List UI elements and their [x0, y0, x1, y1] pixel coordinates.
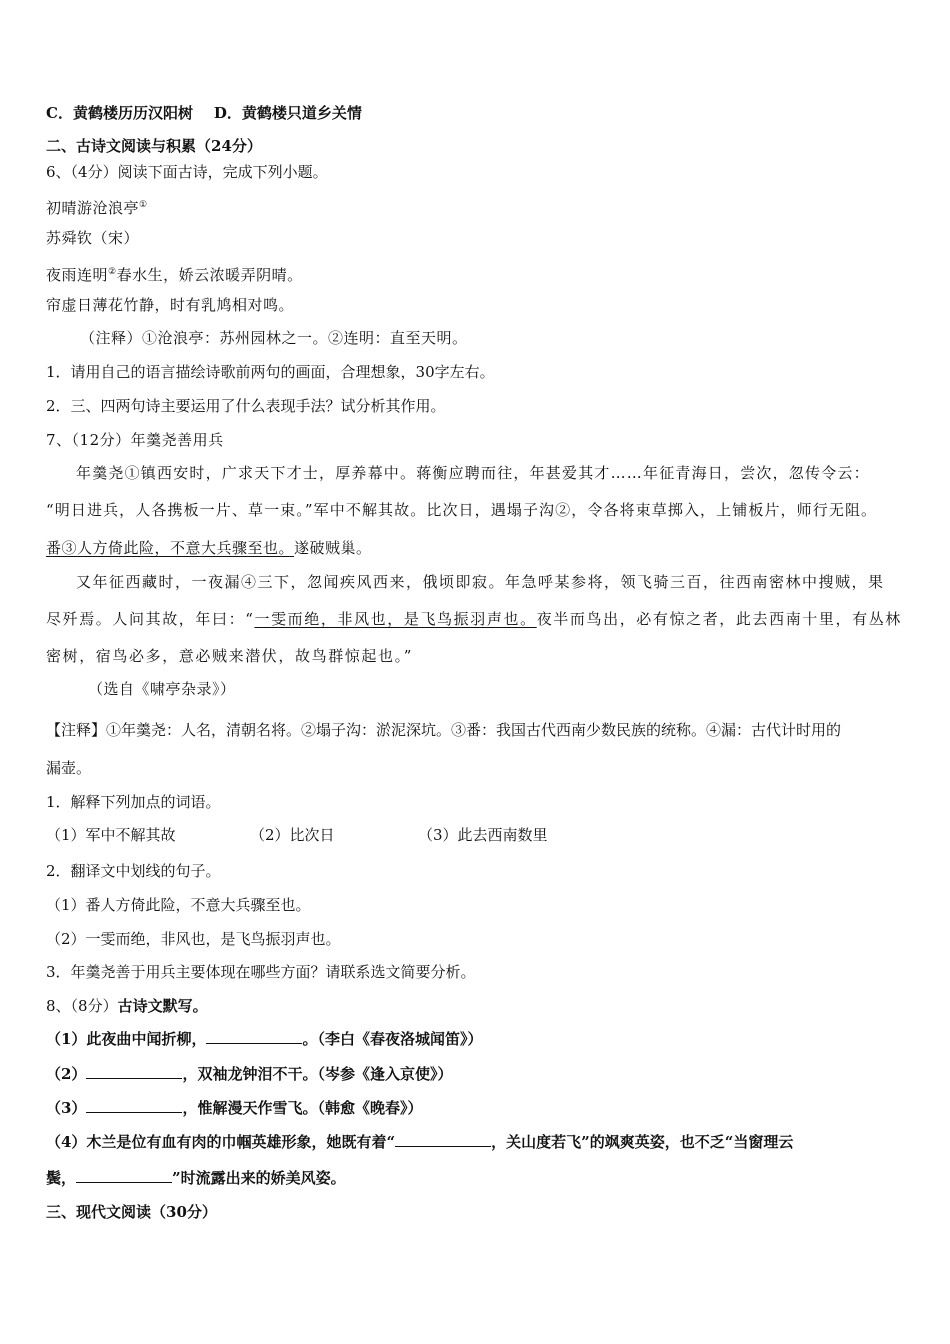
- answer-blank[interactable]: [86, 1064, 182, 1079]
- q7-stem: 7、（12分）年羹尧善用兵: [46, 431, 224, 449]
- answer-blank[interactable]: [76, 1168, 172, 1183]
- poem-line-1-part-b: 春水生，娇云浓暖弄阴晴。: [116, 266, 303, 284]
- q7-p1-line-3: [46, 538, 372, 558]
- q7-p2-line-3: 密树，宿鸟必多，意必贼来潜伏，故鸟群惊起也。”: [46, 647, 413, 665]
- poem-line-1: [46, 262, 303, 285]
- q7-p2-line-2-part-b: 夜半而鸟出，必有惊之者，此去西南十里，有丛林: [536, 610, 902, 628]
- option-d: D．黄鹤楼只道乡关情: [213, 104, 362, 122]
- underlined-sentence-1: 番③人方倚此险，不意大兵骤至也。: [46, 539, 295, 557]
- underlined-sentence-2: 一雯而绝，非风也，是飞鸟振羽声也。: [254, 610, 537, 628]
- q7-sub-1-item-1: （1）军中不解其故: [46, 826, 176, 844]
- q7-sub-1: 1．解释下列加点的词语。: [46, 793, 221, 811]
- q7-p1-line-1: 年羹尧①镇西安时，广求天下才士，厚养幕中。蒋衡应聘而往，年甚爱其才……年征青海日，尝次，忽传令云：: [76, 464, 870, 482]
- q7-sub-1-item-2: （2）比次日: [250, 826, 335, 844]
- answer-blank[interactable]: [206, 1029, 302, 1044]
- option-c: C．黄鹤楼历历汉阳树: [46, 104, 193, 122]
- q7-p2-line-2: [46, 609, 902, 629]
- section-2-title: 二、古诗文阅读与积累（24分）: [46, 137, 262, 155]
- q8-item-4-line-2: [46, 1168, 346, 1188]
- q6-sub-1: 1．请用自己的语言描绘诗歌前两句的画面，合理想象，30字左右。: [46, 363, 495, 381]
- q8-item-3: [46, 1098, 422, 1118]
- q6-sub-2: 2．三、四两句诗主要运用了什么表现手法？试分析其作用。: [46, 397, 446, 415]
- q8-item-1-part-a: （1）此夜曲中闻折柳，: [46, 1030, 207, 1048]
- q7-p1-line-3-rest: 遂破贼巢。: [294, 539, 372, 557]
- q8-stem-prefix: 8、（8分）: [46, 997, 118, 1015]
- q8-item-3-part-a: （3）: [46, 1099, 87, 1117]
- q8-item-4-part-d: ”时流露出来的娇美风姿。: [172, 1169, 346, 1187]
- poem-line-1-part-a: 夜雨连明: [46, 266, 109, 284]
- poem-title-text: 初晴游沧浪亭: [46, 199, 140, 217]
- q8-item-4-part-c: 鬓，: [46, 1169, 77, 1187]
- q7-note-line-2: 漏壶。: [46, 759, 92, 777]
- q6-stem: 6、（4分）阅读下面古诗，完成下列小题。: [46, 163, 328, 181]
- q7-sub-2-item-2: （2）一雯而绝，非风也，是飞鸟振羽声也。: [46, 930, 341, 948]
- q8-stem: [46, 996, 208, 1016]
- q8-item-2: [46, 1064, 452, 1084]
- q7-p2-line-1: 又年征西藏时，一夜漏④三下，忽闻疾风西来，俄顷即寂。年急呼某参将，领飞骑三百，往西南密林中搜贼，果: [76, 573, 885, 591]
- q8-item-3-part-b: ，惟解漫天作雪飞。（韩愈《晚春》）: [182, 1099, 423, 1117]
- q7-p1-line-2: “明日进兵，人各携板一片、草一束。”军中不解其故。比次日，遇塌子沟②，令各将束草掷入，上铺板片，师行无阻。: [46, 501, 878, 519]
- poem-line-1-footnote-mark: ②: [108, 267, 117, 277]
- q7-source: （选自《啸亭杂录》）: [88, 680, 236, 698]
- answer-blank[interactable]: [395, 1132, 491, 1147]
- poem-note: （注释）①沧浪亭：苏州园林之一。②连明：直至天明。: [80, 329, 468, 347]
- poem-line-2: 帘虚日薄花竹静，时有乳鸠相对鸣。: [46, 296, 295, 314]
- q8-item-2-part-a: （2）: [46, 1065, 87, 1083]
- poem-title: [46, 195, 148, 218]
- q7-sub-3: 3．年羹尧善于用兵主要体现在哪些方面？请联系选文简要分析。: [46, 963, 476, 981]
- poem-title-footnote-mark: ①: [139, 200, 148, 210]
- q8-item-1-part-b: 。（李白《春夜洛城闻笛》）: [302, 1030, 483, 1048]
- q8-item-4-line-1: [46, 1132, 793, 1152]
- q8-item-4-part-a: （4）木兰是位有血有肉的巾帼英雄形象，她既有着“: [46, 1133, 396, 1151]
- q5-options-line: [46, 103, 362, 123]
- q7-sub-2-item-1: （1）番人方倚此险，不意大兵骤至也。: [46, 896, 311, 914]
- q7-sub-1-item-3: （3）此去西南数里: [418, 826, 548, 844]
- q7-sub-2: 2．翻译文中划线的句子。: [46, 862, 221, 880]
- answer-blank[interactable]: [86, 1098, 182, 1113]
- q7-note-line-1: 【注释】①年羹尧：人名，清朝名将。②塌子沟：淤泥深坑。③番：我国古代西南少数民族的统称。④漏：古代计时用的: [46, 721, 842, 739]
- poem-author: 苏舜钦（宋）: [46, 229, 140, 247]
- q8-item-1: [46, 1029, 482, 1049]
- section-3-title: 三、现代文阅读（30分）: [46, 1203, 217, 1221]
- q8-item-2-part-b: ，双袖龙钟泪不干。（岑参《逢入京使》）: [182, 1065, 453, 1083]
- q7-p2-line-2-part-a: 尽歼焉。人问其故，年曰：“: [46, 610, 255, 628]
- q8-item-4-part-b: ，关山度若飞”的飒爽英姿，也不乏“当窗理云: [491, 1133, 794, 1151]
- q8-stem-bold: 古诗文默写。: [117, 997, 208, 1015]
